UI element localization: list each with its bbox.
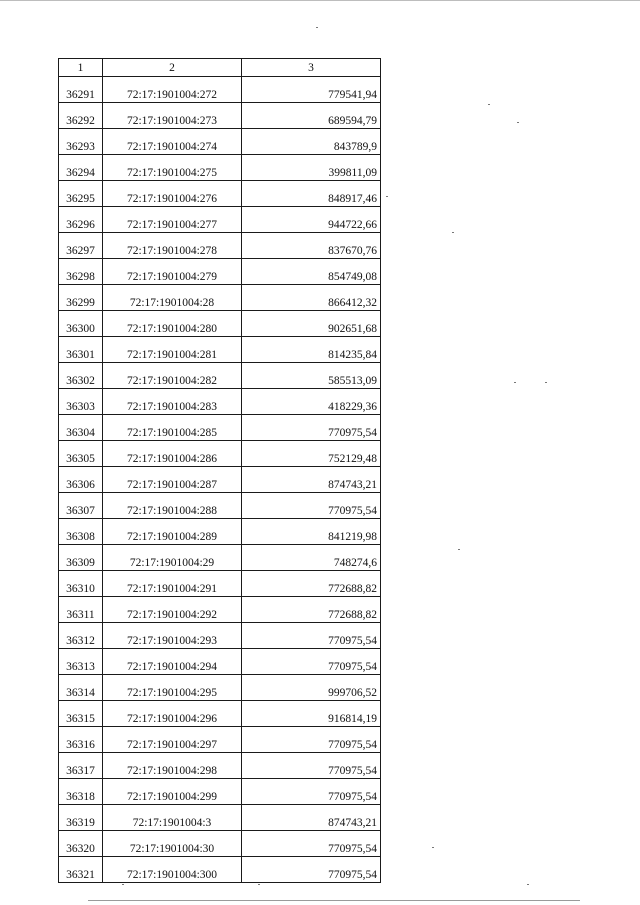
table-row [59, 363, 381, 389]
row-number: 36306 [59, 467, 103, 493]
cadastral-value: 770975,54 [242, 493, 381, 519]
row-number: 36312 [59, 623, 103, 649]
cadastral-number: 72:17:1901004:3 [103, 805, 242, 831]
cadastral-value: 841219,98 [242, 519, 381, 545]
table-body [59, 77, 381, 883]
row-number: 36302 [59, 363, 103, 389]
cadastral-value: 772688,82 [242, 571, 381, 597]
cadastral-value: 772688,82 [242, 597, 381, 623]
cadastral-value: 916814,19 [242, 701, 381, 727]
cadastral-number: 72:17:1901004:286 [103, 441, 242, 467]
cadastral-number: 72:17:1901004:293 [103, 623, 242, 649]
table-row [59, 805, 381, 831]
column-header-2: 2 [103, 59, 242, 77]
cadastral-number: 72:17:1901004:277 [103, 207, 242, 233]
row-number: 36315 [59, 701, 103, 727]
cadastral-number: 72:17:1901004:279 [103, 259, 242, 285]
row-number: 36297 [59, 233, 103, 259]
cadastral-value: 418229,36 [242, 389, 381, 415]
table-row [59, 623, 381, 649]
cadastral-number: 72:17:1901004:273 [103, 103, 242, 129]
page-top-edge [0, 0, 640, 1]
page-bottom-edge [88, 900, 580, 901]
cadastral-value: 999706,52 [242, 675, 381, 701]
row-number: 36311 [59, 597, 103, 623]
cadastral-value: 770975,54 [242, 649, 381, 675]
cadastral-number: 72:17:1901004:282 [103, 363, 242, 389]
scan-speck [488, 104, 490, 105]
table-row [59, 753, 381, 779]
cadastral-value: 902651,68 [242, 311, 381, 337]
scan-speck [514, 382, 516, 383]
row-number: 36318 [59, 779, 103, 805]
table-header [59, 59, 381, 77]
cadastral-number: 72:17:1901004:275 [103, 155, 242, 181]
row-number: 36309 [59, 545, 103, 571]
cadastral-number: 72:17:1901004:294 [103, 649, 242, 675]
table-row [59, 77, 381, 103]
cadastral-value: 779541,94 [242, 77, 381, 103]
cadastral-number: 72:17:1901004:288 [103, 493, 242, 519]
column-header-3: 3 [242, 59, 381, 77]
table-row [59, 103, 381, 129]
table-row [59, 389, 381, 415]
scan-speck [122, 884, 124, 885]
cadastral-number: 72:17:1901004:281 [103, 337, 242, 363]
row-number: 36291 [59, 77, 103, 103]
row-number: 36321 [59, 857, 103, 883]
cadastral-value: 814235,84 [242, 337, 381, 363]
table-row [59, 155, 381, 181]
cadastral-number: 72:17:1901004:297 [103, 727, 242, 753]
table-row [59, 441, 381, 467]
cadastral-value-table [58, 58, 381, 883]
row-number: 36294 [59, 155, 103, 181]
scan-speck [316, 27, 318, 28]
row-number: 36295 [59, 181, 103, 207]
table-row [59, 467, 381, 493]
cadastral-value: 843789,9 [242, 129, 381, 155]
row-number: 36293 [59, 129, 103, 155]
row-number: 36316 [59, 727, 103, 753]
cadastral-number: 72:17:1901004:287 [103, 467, 242, 493]
scan-speck [258, 884, 260, 885]
cadastral-number: 72:17:1901004:278 [103, 233, 242, 259]
cadastral-number: 72:17:1901004:274 [103, 129, 242, 155]
table-row [59, 597, 381, 623]
table-row [59, 727, 381, 753]
row-number: 36292 [59, 103, 103, 129]
row-number: 36296 [59, 207, 103, 233]
cadastral-value: 770975,54 [242, 857, 381, 883]
row-number: 36303 [59, 389, 103, 415]
row-number: 36305 [59, 441, 103, 467]
cadastral-number: 72:17:1901004:272 [103, 77, 242, 103]
cadastral-value: 770975,54 [242, 831, 381, 857]
column-header-1: 1 [59, 59, 103, 77]
table-row [59, 285, 381, 311]
cadastral-value: 770975,54 [242, 415, 381, 441]
scan-speck [517, 122, 519, 123]
cadastral-value: 848917,46 [242, 181, 381, 207]
cadastral-value: 944722,66 [242, 207, 381, 233]
row-number: 36317 [59, 753, 103, 779]
cadastral-value: 874743,21 [242, 805, 381, 831]
table-row [59, 649, 381, 675]
table-row [59, 129, 381, 155]
cadastral-value: 752129,48 [242, 441, 381, 467]
table-row [59, 701, 381, 727]
cadastral-value: 748274,6 [242, 545, 381, 571]
table-row [59, 493, 381, 519]
row-number: 36298 [59, 259, 103, 285]
table-row [59, 311, 381, 337]
scan-speck [458, 549, 460, 550]
table-row [59, 545, 381, 571]
cadastral-number: 72:17:1901004:289 [103, 519, 242, 545]
cadastral-value: 585513,09 [242, 363, 381, 389]
cadastral-number: 72:17:1901004:296 [103, 701, 242, 727]
table-row [59, 181, 381, 207]
cadastral-number: 72:17:1901004:276 [103, 181, 242, 207]
row-number: 36320 [59, 831, 103, 857]
cadastral-number: 72:17:1901004:30 [103, 831, 242, 857]
cadastral-number: 72:17:1901004:300 [103, 857, 242, 883]
cadastral-value: 874743,21 [242, 467, 381, 493]
row-number: 36319 [59, 805, 103, 831]
table-row [59, 831, 381, 857]
table-row [59, 259, 381, 285]
cadastral-value: 854749,08 [242, 259, 381, 285]
cadastral-value: 837670,76 [242, 233, 381, 259]
scan-speck [386, 196, 388, 197]
cadastral-number: 72:17:1901004:283 [103, 389, 242, 415]
table-row [59, 571, 381, 597]
row-number: 36307 [59, 493, 103, 519]
cadastral-value: 770975,54 [242, 753, 381, 779]
cadastral-number: 72:17:1901004:299 [103, 779, 242, 805]
cadastral-value: 866412,32 [242, 285, 381, 311]
row-number: 36300 [59, 311, 103, 337]
scan-speck [527, 884, 529, 885]
cadastral-value: 770975,54 [242, 779, 381, 805]
scan-speck [545, 382, 547, 383]
row-number: 36308 [59, 519, 103, 545]
table-row [59, 233, 381, 259]
cadastral-value: 689594,79 [242, 103, 381, 129]
row-number: 36310 [59, 571, 103, 597]
cadastral-number: 72:17:1901004:291 [103, 571, 242, 597]
cadastral-number: 72:17:1901004:28 [103, 285, 242, 311]
cadastral-number: 72:17:1901004:285 [103, 415, 242, 441]
row-number: 36299 [59, 285, 103, 311]
cadastral-number: 72:17:1901004:29 [103, 545, 242, 571]
table-row [59, 675, 381, 701]
row-number: 36304 [59, 415, 103, 441]
table-row [59, 519, 381, 545]
scan-speck [432, 847, 434, 848]
cadastral-value: 399811,09 [242, 155, 381, 181]
cadastral-value: 770975,54 [242, 623, 381, 649]
cadastral-number: 72:17:1901004:295 [103, 675, 242, 701]
row-number: 36314 [59, 675, 103, 701]
table-row [59, 207, 381, 233]
cadastral-value: 770975,54 [242, 727, 381, 753]
row-number: 36313 [59, 649, 103, 675]
table-row [59, 779, 381, 805]
header-row [59, 59, 381, 77]
table-row [59, 415, 381, 441]
scan-speck [452, 232, 454, 233]
row-number: 36301 [59, 337, 103, 363]
table-row [59, 857, 381, 883]
cadastral-number: 72:17:1901004:280 [103, 311, 242, 337]
table-row [59, 337, 381, 363]
cadastral-number: 72:17:1901004:292 [103, 597, 242, 623]
cadastral-number: 72:17:1901004:298 [103, 753, 242, 779]
